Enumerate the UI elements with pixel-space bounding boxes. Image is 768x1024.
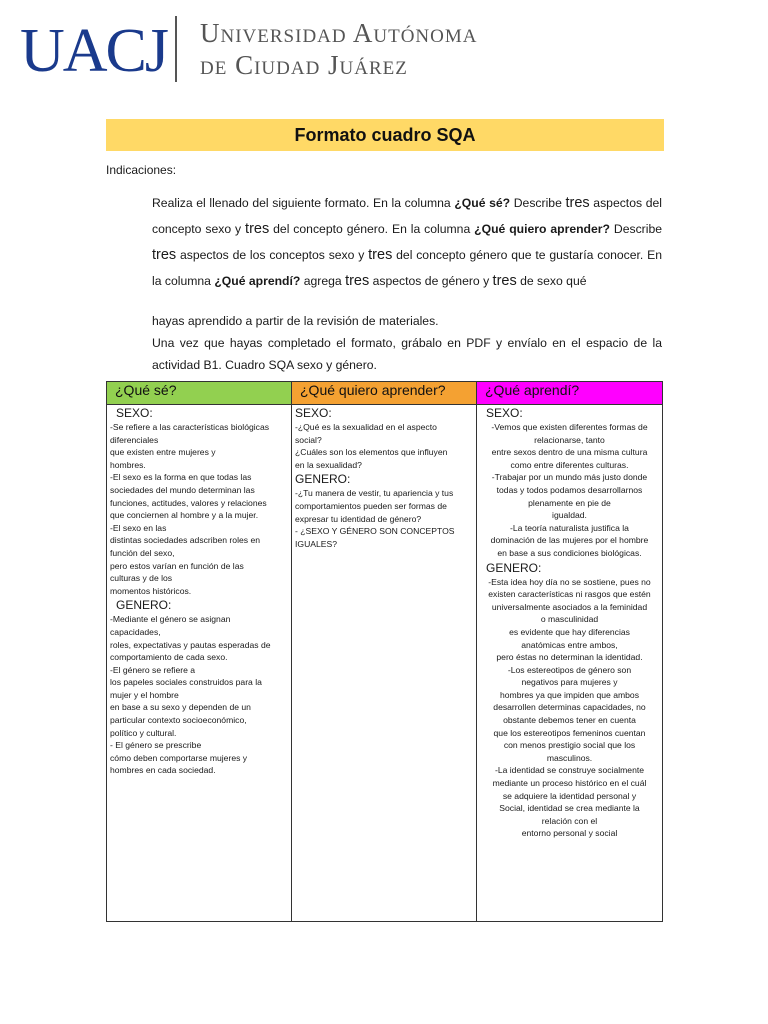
cell-line: o masculinidad [540, 614, 599, 625]
col2-sexo-lines [295, 421, 473, 471]
cell-line: en la sexualidad? [295, 459, 362, 470]
instr-text: agrega [300, 274, 346, 288]
uacj-logo: UACJ [20, 17, 168, 85]
col2-genero-lines [295, 487, 473, 550]
cell-line: - El género se prescribe [110, 740, 202, 751]
cell-line: función del sexo, [110, 547, 175, 558]
instr-tres: tres [345, 273, 370, 289]
cell-line: ¿Cuáles son los elementos que influyen [295, 447, 448, 458]
instr-text: del concepto sexo y [152, 196, 662, 236]
section-label-sexo: SEXO: [295, 406, 332, 420]
instr-tres: tres [492, 273, 517, 289]
cell-line: se adquiere la identidad personal y [502, 790, 637, 801]
cell-line: -Los estereotipos de género son [507, 664, 632, 675]
cell-line: - ¿SEXO Y GÉNERO SON CONCEPTOS [295, 526, 455, 537]
cell-line: hombres. [110, 459, 146, 470]
cell-line: entre sexos dentro de una misma cultura [491, 447, 648, 458]
cell-line: existen características ni rasgos que estén [488, 589, 651, 600]
cell-line: roles, expectativas y pautas esperadas de [110, 639, 271, 650]
cell-line: es evidente que hay diferencias [509, 626, 630, 637]
instr-text: conocer. En la columna [152, 248, 663, 288]
instr-tres: tres [565, 195, 590, 211]
cell-line: mediante un proceso histórico en el cuál [492, 778, 647, 789]
instr-tres: tres [152, 247, 177, 263]
cell-line: que conciernen al hombre y a la mujer. [110, 510, 259, 521]
section-label-genero: GENERO: [295, 472, 351, 487]
instr-bold: ¿Qué quiero aprender? [474, 222, 610, 236]
section-label-sexo: SEXO: [116, 406, 153, 420]
section-label-genero: GENERO: [486, 560, 542, 575]
cell-line: sociedades del mundo determinan las [110, 484, 255, 495]
cell-line: -Mediante el género se asignan [110, 614, 231, 625]
cell-line: culturas y de los [110, 573, 173, 584]
cell-line: -Se refiere a las características biológicas [110, 422, 270, 432]
cell-line: momentos históricos. [110, 585, 192, 596]
cell-line: todas y todos podamos desarrollarnos [496, 484, 643, 495]
cell-line: diferenciales [110, 434, 159, 445]
cell-line: -Vemos que existen diferentes formas de [491, 422, 648, 432]
cell-line: con menos prestigio social que los [503, 740, 636, 751]
instr-line: hayas aprendido a partir de la revisión de materiales. [152, 314, 439, 328]
cell-line: que los estereotipos femeninos cuentan [493, 727, 646, 738]
cell-line: -La teoría naturalista justifica la [510, 522, 629, 533]
instr-bold: ¿Qué aprendí? [214, 274, 301, 288]
instr-text: Realiza el llenado del siguiente formato. En la columna [152, 196, 455, 210]
cell-line: -Esta idea hoy día no se sostiene, pues no [488, 576, 651, 587]
instr-bold: ¿Qué sé? [454, 196, 511, 210]
cell-line: -¿Qué es la sexualidad en el aspecto [295, 422, 437, 432]
cell-line: -Trabajar por un mundo más justo donde [491, 472, 648, 483]
instr-line: Una vez que hayas completado el formato, grábalo en PDF y envíalo en el espacio de la actividad B1. Cuadro SQA sexo y género. [152, 336, 662, 372]
instr-tres: tres [245, 221, 270, 237]
col1-sexo-lines [110, 421, 288, 597]
instructions-paragraph [152, 190, 662, 294]
cell-line: negativos para mujeres y [521, 677, 618, 688]
cell-line: relación con el [541, 815, 598, 826]
cell-line: comportamientos pueden ser formas de [295, 500, 447, 511]
col-que-aprendi [477, 405, 663, 922]
cell-line: igualdad. [552, 510, 587, 521]
instr-text: Describe [613, 222, 662, 236]
cell-line: obstante debemos tener en cuenta [503, 715, 636, 726]
instr-text: del concepto género. En la columna [269, 222, 475, 236]
cell-line: los papeles sociales construidos para la [110, 677, 262, 688]
col1-genero-lines [110, 613, 288, 777]
instr-text: aspectos de los conceptos sexo y [176, 248, 369, 262]
cell-line: pero estos varían en función de las [110, 560, 244, 571]
cell-line: -El sexo es la forma en que todas las [110, 472, 252, 483]
instr-text: Describe [510, 196, 566, 210]
cell-line: como entre diferentes culturas. [510, 459, 629, 470]
instructions-paragraph-2 [152, 310, 662, 376]
cell-line: -El sexo en las [110, 522, 167, 533]
cell-line: social? [295, 434, 322, 445]
university-name-line2: de Ciudad Juárez [200, 50, 408, 80]
instr-text: aspectos de género y [369, 274, 493, 288]
col-que-quiero-aprender [292, 405, 477, 922]
sqa-table [106, 381, 663, 922]
col3-genero-lines [480, 576, 659, 840]
instr-text: del concepto género que te gustaría [392, 248, 594, 262]
cell-line: universalmente asociados a la feminidad [491, 601, 648, 612]
cell-line: pero éstas no determinan la identidad. [496, 652, 643, 663]
cell-line: particular contexto socioeconómico, [110, 715, 247, 726]
cell-line: en base a sus condiciones biológicas. [497, 547, 642, 558]
section-label-genero: GENERO: [116, 598, 172, 613]
university-header [20, 14, 580, 92]
header-que-se: ¿Qué sé? [107, 382, 292, 405]
cell-line: expresar tu identidad de género? [295, 513, 422, 524]
header-que-quiero-aprender: ¿Qué quiero aprender? [292, 382, 477, 405]
cell-line: IGUALES? [295, 538, 338, 549]
cell-line: relacionarse, tanto [534, 434, 605, 445]
cell-line: distintas sociedades adscriben roles en [110, 535, 261, 546]
cell-line: capacidades, [110, 626, 161, 637]
cell-line: desarrollen determinas capacidades, no [493, 702, 646, 713]
instr-tres: tres [368, 247, 393, 263]
page-title: Formato cuadro SQA [106, 119, 664, 151]
cell-line: en base a su sexo y dependen de un [110, 702, 251, 713]
cell-line: masculinos. [546, 752, 593, 763]
university-name-line1: Universidad Autónoma [200, 18, 478, 48]
cell-line: comportamiento de cada sexo. [110, 652, 228, 663]
cell-line: mujer y el hombre [110, 689, 179, 700]
cell-line: -¿Tu manera de vestir, tu apariencia y tus [295, 488, 454, 499]
cell-line: Social, identidad se crea mediante la [499, 803, 640, 814]
header-divider [175, 16, 177, 82]
col-que-se [107, 405, 292, 922]
cell-line: anatómicas entre ambos, [521, 639, 618, 650]
cell-line: político y cultural. [110, 727, 177, 738]
section-label-sexo: SEXO: [486, 406, 523, 420]
cell-line: cómo deben comportarse mujeres y [110, 752, 248, 763]
cell-line: -La identidad se construye socialmente [494, 765, 645, 776]
cell-line: dominación de las mujeres por el hombre [490, 535, 649, 546]
instr-text: de sexo qué [516, 274, 587, 288]
col3-sexo-lines [480, 421, 659, 560]
indicaciones-label: Indicaciones: [106, 163, 177, 177]
cell-line: plenamente en pie de [528, 497, 611, 508]
cell-line: hombres en cada sociedad. [110, 765, 216, 776]
cell-line: hombres ya que impiden que ambos [499, 689, 639, 700]
cell-line: -El género se refiere a [110, 664, 196, 675]
cell-line: que existen entre mujeres y [110, 447, 216, 458]
header-que-aprendi: ¿Qué aprendí? [477, 382, 663, 405]
cell-line: entorno personal y social [521, 828, 618, 839]
cell-line: funciones, actitudes, valores y relaciones [110, 497, 267, 508]
instr-text: aspectos [589, 196, 643, 210]
